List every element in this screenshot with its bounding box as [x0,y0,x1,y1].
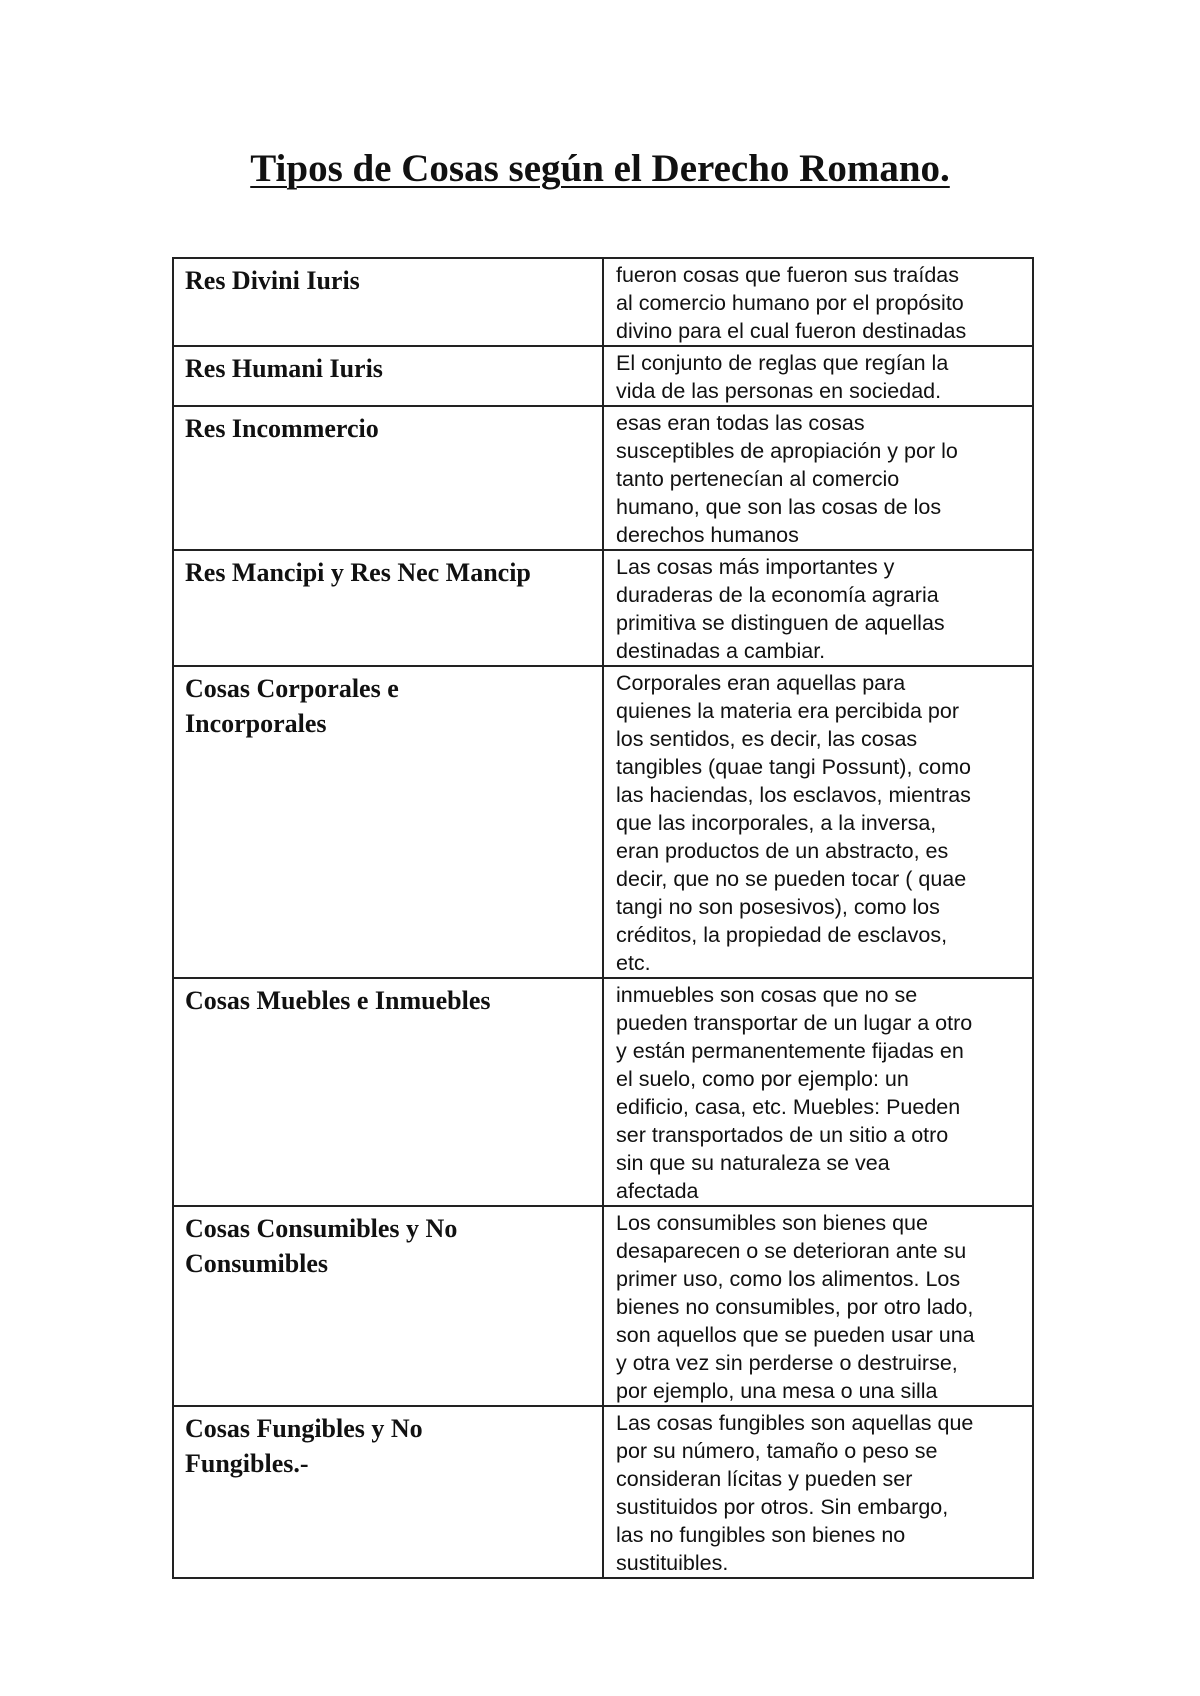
table-row [173,1206,1033,1406]
table-row [173,550,1033,666]
description-line: al comercio humano por el propósito [616,291,964,315]
term-cell [173,666,603,978]
description-cell [603,978,1033,1206]
description-line: sustituidos por otros. Sin embargo, [616,1495,949,1519]
term-cell [173,406,603,550]
term-label: Res Divini Iuris [185,266,360,295]
description-line: primitiva se distinguen de aquellas [616,611,945,635]
document-title: Tipos de Cosas según el Derecho Romano. [250,147,950,190]
term-label-line: Cosas Consumibles y No [185,1214,458,1243]
description-line: Las cosas fungibles son aquellas que [616,1411,974,1435]
term-label-line: Cosas Fungibles y No [185,1414,423,1443]
description-line: decir, que no se pueden tocar ( quae [616,867,967,891]
table-row [173,346,1033,406]
description-line: humano, que son las cosas de los [616,495,942,519]
description-line: por ejemplo, una mesa o una silla [616,1379,938,1403]
term-cell [173,1206,603,1406]
description-line: las haciendas, los esclavos, mientras [616,783,971,807]
description-cell [603,1206,1033,1406]
description-line: las no fungibles son bienes no [616,1523,906,1547]
term-cell [173,346,603,406]
description-line: El conjunto de reglas que regían la [616,351,949,375]
description-line: derechos humanos [616,523,799,547]
description-line: sustituibles. [616,1551,729,1575]
roman-law-things-table [172,257,1034,1579]
term-cell [173,258,603,346]
description-line: tangi no son posesivos), como los [616,895,940,919]
description-cell [603,1406,1033,1578]
description-line: créditos, la propiedad de esclavos, [616,923,948,947]
description-line: vida de las personas en sociedad. [616,379,942,403]
table-row [173,978,1033,1206]
description-line: fueron cosas que fueron sus traídas [616,263,960,287]
term-label-line: Incorporales [185,709,327,738]
table-row [173,406,1033,550]
table-row [173,1406,1033,1578]
description-cell [603,346,1033,406]
description-line: desaparecen o se deterioran ante su [616,1239,967,1263]
description-line: susceptibles de apropiación y por lo [616,439,958,463]
description-line: tanto pertenecían al comercio [616,467,900,491]
term-label-line: Cosas Corporales e [185,674,399,703]
description-line: edificio, casa, etc. Muebles: Pueden [616,1095,961,1119]
table-row [173,666,1033,978]
description-line: y están permanentemente fijadas en [616,1039,964,1063]
term-label: Res Humani Iuris [185,354,383,383]
description-line: etc. [616,951,651,975]
description-line: los sentidos, es decir, las cosas [616,727,918,751]
description-line: primer uso, como los alimentos. Los [616,1267,961,1291]
term-cell [173,1406,603,1578]
description-line: divino para el cual fueron destinadas [616,319,967,343]
description-line: tangibles (quae tangi Possunt), como [616,755,971,779]
term-label: Res Mancipi y Res Nec Mancip [185,558,531,587]
term-label-line: Consumibles [185,1249,329,1278]
description-line: por su número, tamaño o peso se [616,1439,938,1463]
description-line: destinadas a cambiar. [616,639,826,663]
term-cell [173,550,603,666]
term-label: Cosas Muebles e Inmuebles [185,986,491,1015]
description-line: Los consumibles son bienes que [616,1211,928,1235]
term-label-line: Fungibles.- [185,1449,309,1478]
description-line: ser transportados de un sitio a otro [616,1123,949,1147]
term-label: Res Incommercio [185,414,379,443]
description-line: eran productos de un abstracto, es [616,839,949,863]
description-cell [603,550,1033,666]
description-line: el suelo, como por ejemplo: un [616,1067,909,1091]
term-cell [173,978,603,1206]
table-row [173,258,1033,346]
description-line: que las incorporales, a la inversa, [616,811,937,835]
description-line: esas eran todas las cosas [616,411,865,435]
description-line: afectada [616,1179,699,1203]
description-line: inmuebles son cosas que no se [616,983,918,1007]
description-line: Corporales eran aquellas para [616,671,906,695]
description-line: quienes la materia era percibida por [616,699,960,723]
description-line: sin que su naturaleza se vea [616,1151,890,1175]
description-cell [603,258,1033,346]
description-line: duraderas de la economía agraria [616,583,939,607]
description-line: bienes no consumibles, por otro lado, [616,1295,974,1319]
description-cell [603,666,1033,978]
description-cell [603,406,1033,550]
description-line: Las cosas más importantes y [616,555,895,579]
description-line: consideran lícitas y pueden ser [616,1467,913,1491]
description-line: y otra vez sin perderse o destruirse, [616,1351,958,1375]
description-line: pueden transportar de un lugar a otro [616,1011,973,1035]
description-line: son aquellos que se pueden usar una [616,1323,975,1347]
